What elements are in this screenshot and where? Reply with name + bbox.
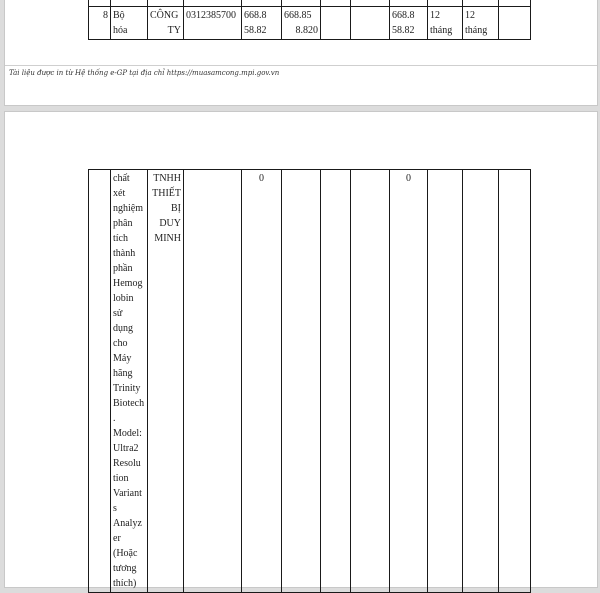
item-line: Biotech — [113, 398, 145, 409]
cell-duration-1 — [428, 7, 463, 40]
company-line: CÔNG — [150, 10, 179, 21]
cell-stt: 8 — [89, 7, 111, 40]
item-line: Bộ — [113, 10, 125, 21]
price-line: 58.82 — [392, 25, 415, 36]
cell-value-1: 0 — [242, 170, 282, 593]
item-line: hóa — [113, 25, 128, 36]
item-line: Variant — [113, 488, 142, 499]
company-line: THIẾT — [152, 188, 181, 199]
item-line: Analyz — [113, 518, 142, 529]
cell-empty — [499, 7, 531, 40]
item-line: Máy — [113, 353, 132, 364]
item-line: phần — [113, 263, 133, 274]
document-page-2 — [4, 111, 598, 588]
page-divider — [5, 65, 597, 66]
cell-empty — [499, 170, 531, 593]
duration-line: tháng — [465, 25, 488, 36]
item-line: phân — [113, 218, 133, 229]
cell-stt — [89, 170, 111, 593]
price-line: 668.8 — [244, 10, 267, 21]
cell-empty — [351, 170, 390, 593]
duration-line: tháng — [430, 25, 453, 36]
table-row — [89, 170, 531, 593]
duration-line: 12 — [465, 10, 475, 21]
cell-company — [148, 7, 184, 40]
item-line: thành — [113, 248, 136, 259]
company-line: TNHH — [153, 173, 181, 184]
company-line: BỊ — [171, 203, 181, 214]
price-line: 58.82 — [244, 25, 267, 36]
cell-empty — [351, 7, 390, 40]
document-page-1 — [4, 0, 598, 106]
item-line: thích) — [113, 578, 137, 589]
cell-empty — [428, 170, 463, 593]
item-line: er — [113, 533, 121, 544]
cell-value-2: 0 — [390, 170, 428, 593]
cell-price-c — [390, 7, 428, 40]
cell-empty — [321, 7, 351, 40]
item-line: dụng — [113, 323, 133, 334]
company-line: MINH — [154, 233, 181, 244]
price-line: 8.820 — [295, 25, 318, 36]
print-source-note: Tài liệu được in từ Hệ thống e-GP tại địa chỉ https://muasamcong.mpi.gov.vn — [9, 69, 280, 77]
item-line: nghiệm — [113, 203, 143, 214]
item-line: lobin — [113, 293, 134, 304]
item-line: tích — [113, 233, 128, 244]
item-line: tương — [113, 563, 137, 574]
company-line: TY — [167, 25, 181, 36]
cell-duration-2 — [463, 7, 499, 40]
price-line: 668.8 — [392, 10, 415, 21]
item-line: Ultra2 — [113, 443, 139, 454]
table-row — [89, 7, 531, 40]
bid-results-table-top — [88, 0, 531, 40]
item-line: chất — [113, 173, 130, 184]
item-line: hãng — [113, 368, 133, 379]
cell-empty — [463, 170, 499, 593]
item-line: sử — [113, 308, 123, 319]
company-line: DUY — [159, 218, 181, 229]
item-line: Trinity — [113, 383, 141, 394]
cell-item-description — [111, 170, 148, 593]
item-line: Hemog — [113, 278, 143, 289]
bid-results-table-bottom — [88, 169, 531, 593]
cell-item — [111, 7, 148, 40]
cell-tax-code — [184, 170, 242, 593]
item-line: . — [113, 413, 116, 424]
duration-line: 12 — [430, 10, 440, 21]
item-line: tion — [113, 473, 129, 484]
cell-price-b — [282, 7, 321, 40]
cell-company — [148, 170, 184, 593]
item-line: Model: — [113, 428, 142, 439]
item-line: xét — [113, 188, 126, 199]
item-line: s — [113, 503, 117, 514]
cell-price-a — [242, 7, 282, 40]
cell-empty — [282, 170, 321, 593]
item-line: cho — [113, 338, 128, 349]
cell-empty — [321, 170, 351, 593]
price-line: 668.85 — [284, 10, 312, 21]
cell-tax-code: 0312385700 — [184, 7, 242, 40]
item-line: Resolu — [113, 458, 141, 469]
item-line: (Hoặc — [113, 548, 138, 559]
